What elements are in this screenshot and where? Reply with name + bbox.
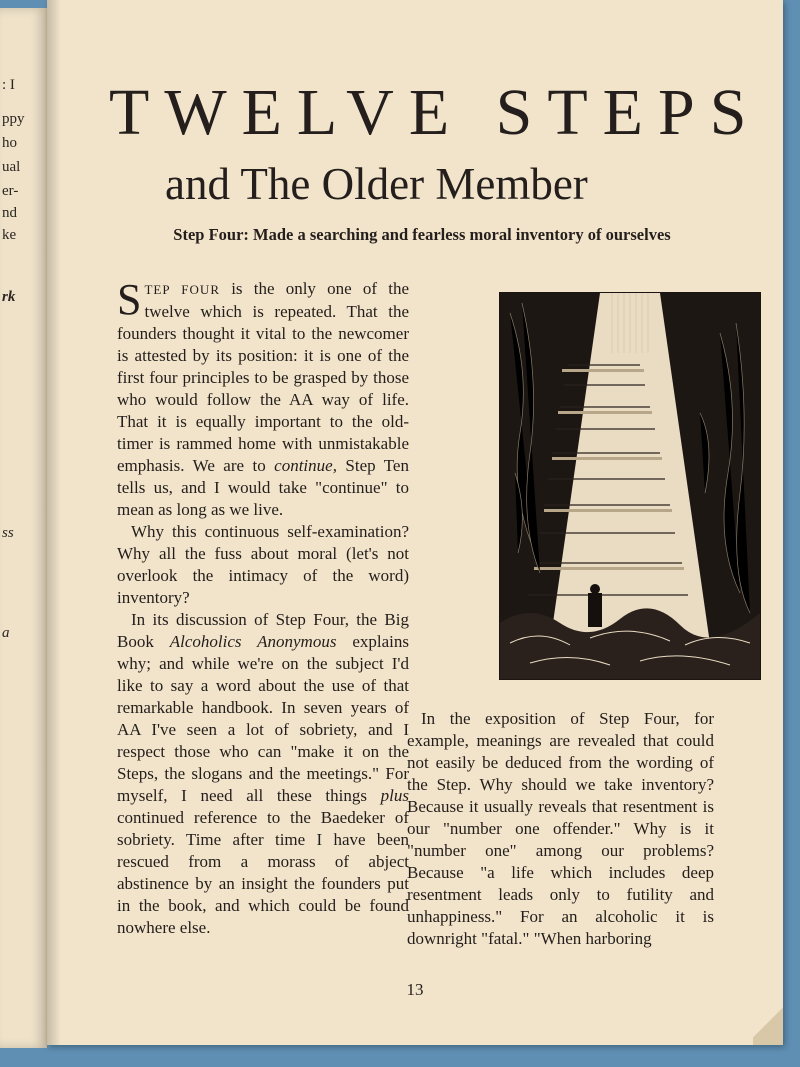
right-text-column xyxy=(407,708,714,950)
drop-cap: S xyxy=(117,275,142,324)
paragraph: In the exposition of Step Four, for example, meanings are revealed that could not easily be deduced from the wording of the Step. Why should we take inventory? Because it usually reveals that resentment is our "number one offender." Why is it "number one" among our problems? Because "a life which includes deep resentment leads only to futility and unhappiness." For an alcoholic it is downright "fatal." "When harboring xyxy=(407,709,714,948)
fragment: ho xyxy=(2,135,17,151)
article-title: TWELVE STEPS xyxy=(109,76,762,149)
article-subtitle-title: and The Older Member xyxy=(165,159,588,209)
fragment: : I xyxy=(2,77,15,93)
text-run: continued reference to the Baedeker of sobriety. Time after time I have been rescued from a morass of abject abstinence by an insight the founders put in the book, and which could be found nowhere else. xyxy=(117,808,409,937)
text-run: is the only one of the twelve which is repeated. That the founders thought it vital to the newcomer is attested by its position: it is one of the first four principles to be grasped by those who would follow the AA way of life. That it is equally important to the old-timer is rammed home with unmistakable emphasis. We are to xyxy=(117,279,409,475)
fragment: ppy xyxy=(2,111,25,127)
magazine-page xyxy=(47,0,783,1045)
step-heading: Step Four: Made a searching and fearless moral inventory of ourselves xyxy=(173,225,671,244)
fragment: a xyxy=(2,625,10,641)
book-title: Alcoholics Anonymous xyxy=(169,632,337,651)
emphasis: plus xyxy=(380,786,409,805)
text-run: explains why; and while we're on the subject I'd like to say a word about the use of that remarkable handbook. In seven years of AA I've seen a lot of sobriety, and I respect those who can "make it on the Steps, the slogans and the meetings." For myself, I need all these things xyxy=(117,632,409,805)
fragment: ual xyxy=(2,159,21,175)
text-run: Step Ten tells us, and I would take "continue" to mean as long as we live. xyxy=(117,456,409,519)
text-run: In its discussion of Step Four, the Big Book xyxy=(117,610,409,651)
fragment: ss xyxy=(2,525,14,541)
paragraph: Why this continuous self-examination? Why all the fuss about moral (let's not overlook the intimacy of the word) inventory? xyxy=(117,522,409,607)
paragraph xyxy=(117,609,409,939)
facing-page-edge xyxy=(0,8,47,1048)
fragment: er- xyxy=(2,183,19,199)
emphasis: continue, xyxy=(274,456,337,475)
fragment: nd xyxy=(2,205,17,221)
staircase-illustration xyxy=(499,292,761,680)
paragraph xyxy=(117,275,409,521)
fragment: rk xyxy=(2,289,16,305)
page-spine-shadow xyxy=(47,0,61,1045)
left-text-column xyxy=(117,275,409,939)
page-number: 13 xyxy=(406,980,424,999)
page-corner xyxy=(753,999,783,1045)
lead-smallcaps: TEP FOUR xyxy=(144,282,220,297)
fragment: ke xyxy=(2,227,17,243)
